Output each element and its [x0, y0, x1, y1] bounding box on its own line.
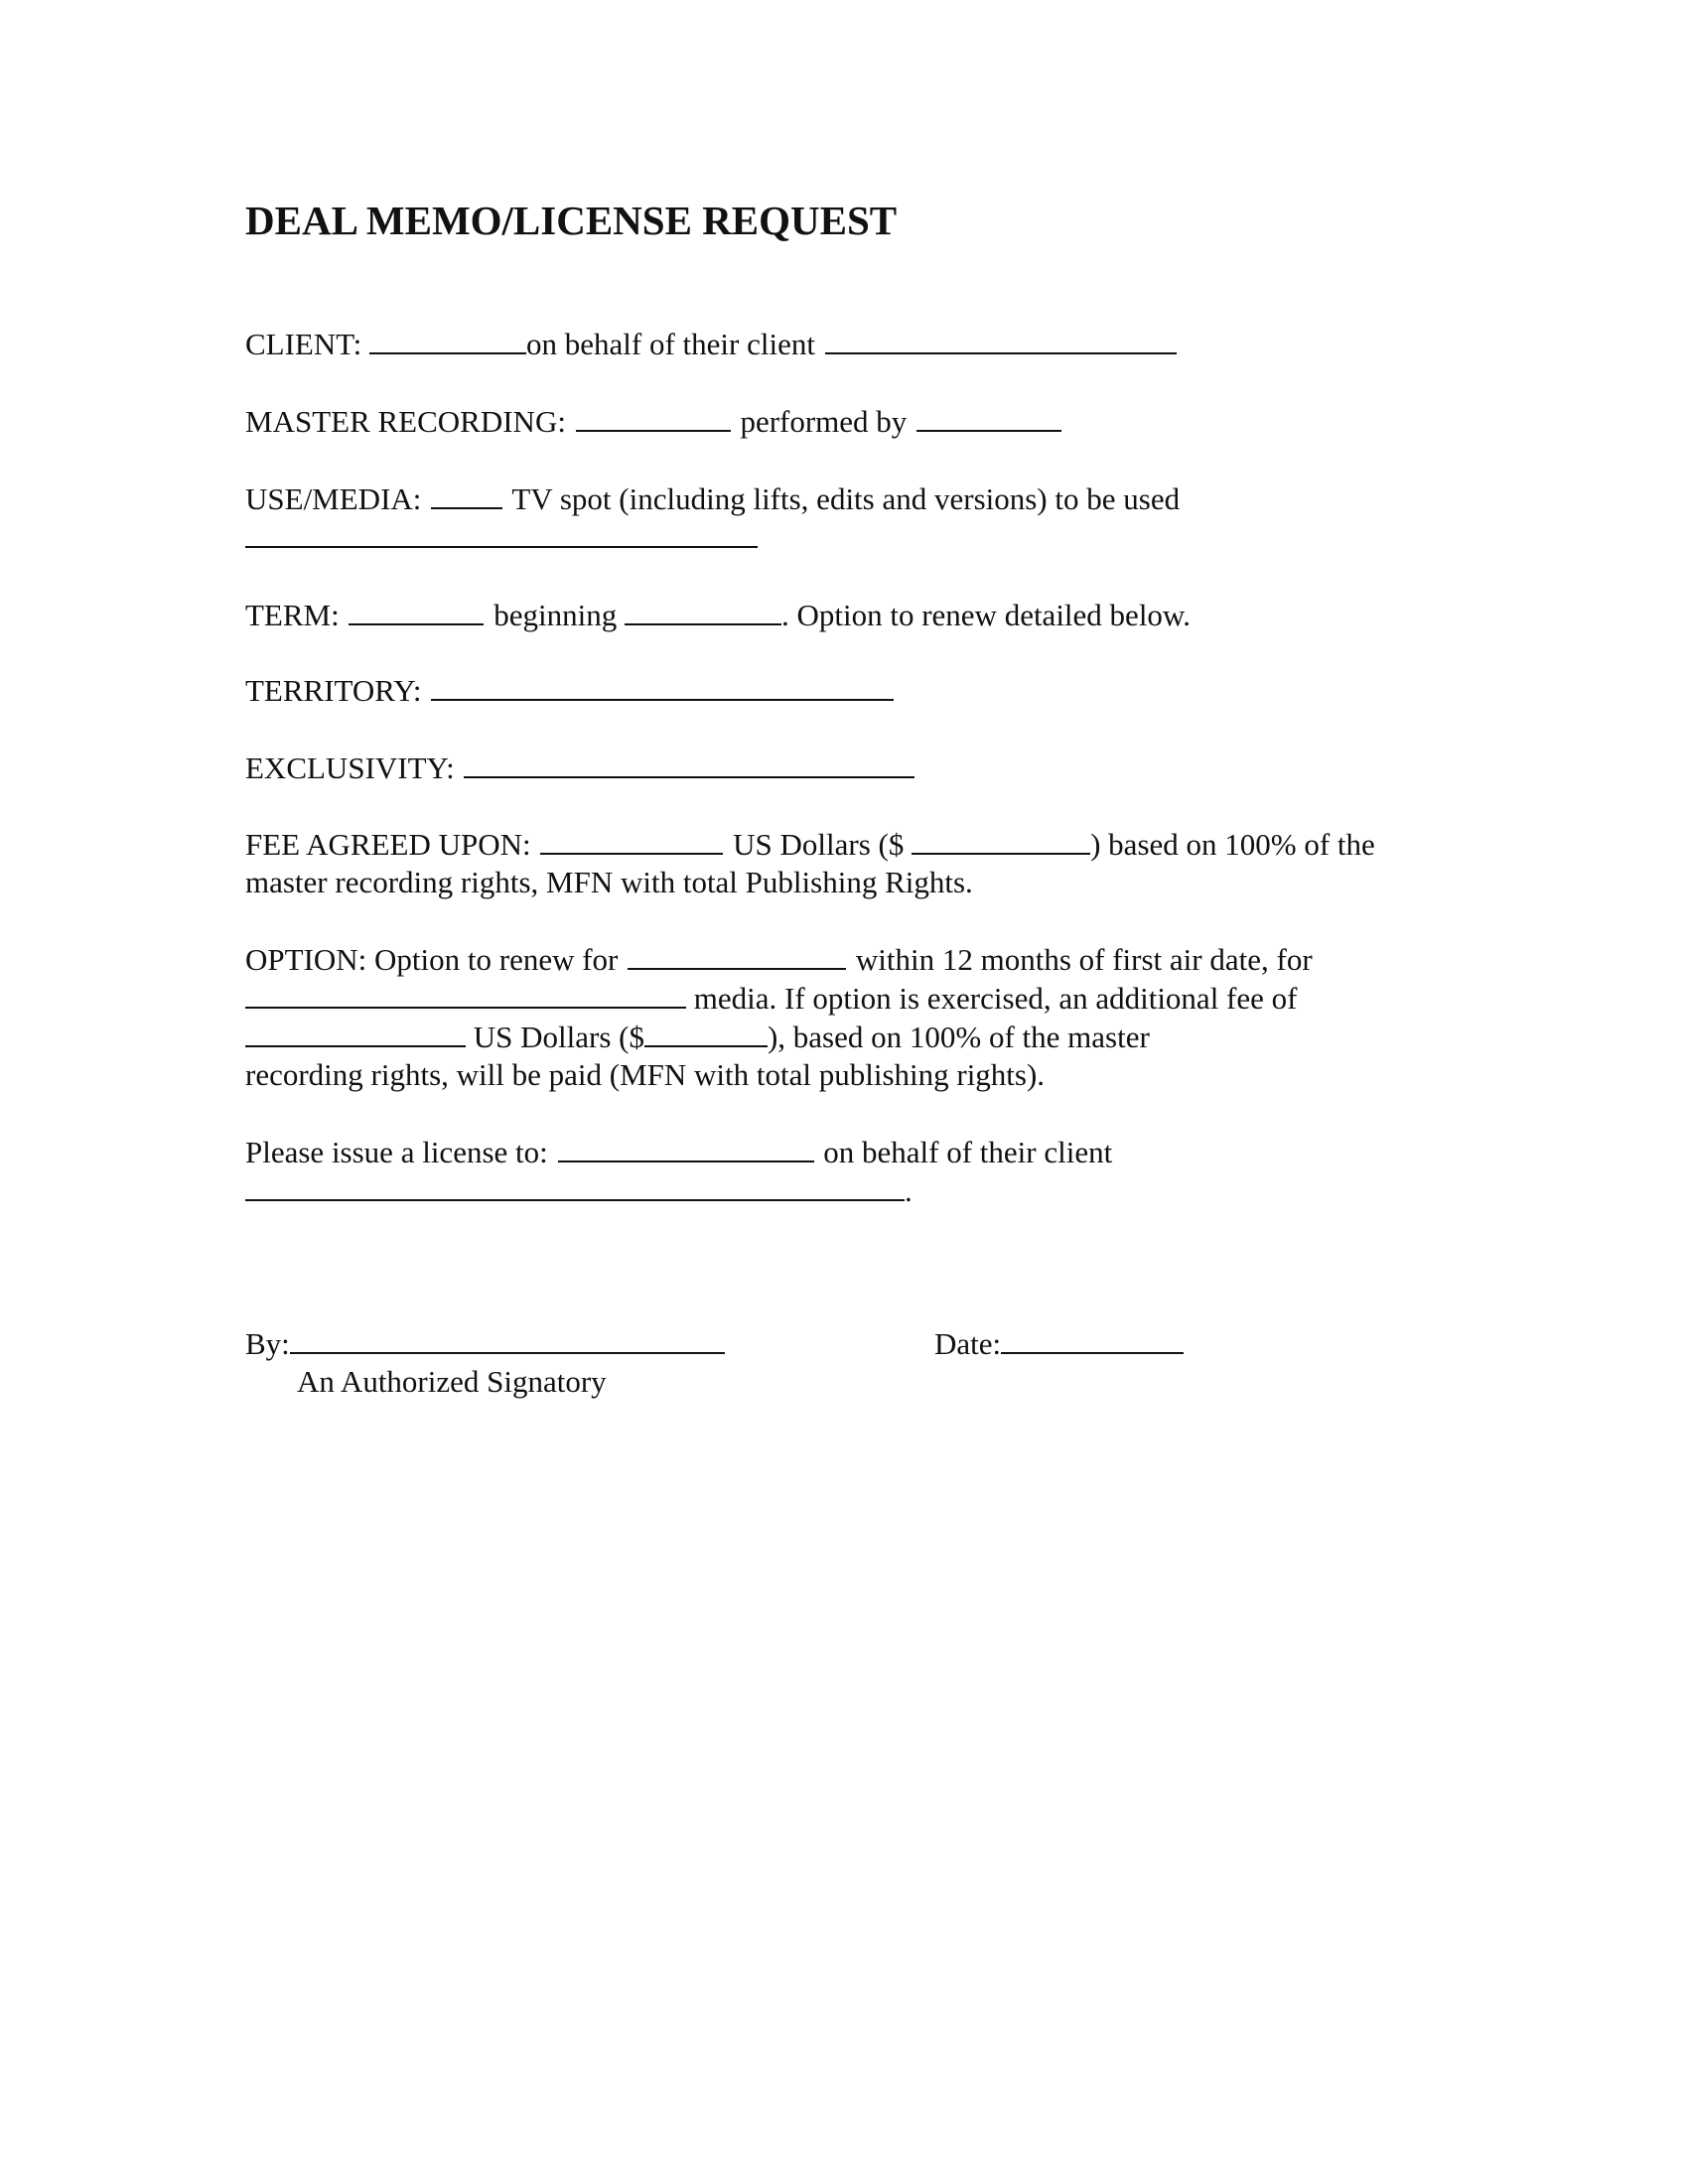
client-agency-field[interactable] — [369, 327, 526, 354]
license-label: Please issue a license to: — [245, 1135, 548, 1169]
fee-row — [245, 825, 1375, 864]
option-line4-text: recording rights, will be paid (MFN with total publishing rights). — [245, 1057, 1046, 1092]
date-row — [934, 1324, 1184, 1363]
territory-label: TERRITORY: — [245, 673, 422, 708]
license-client-field[interactable] — [245, 1173, 905, 1201]
fee-us-dollars-text: US Dollars ($ — [733, 827, 905, 862]
master-recording-label: MASTER RECORDING: — [245, 404, 566, 439]
page-title: DEAL MEMO/LICENSE REQUEST — [245, 198, 898, 243]
fee-words-field[interactable] — [540, 827, 723, 855]
performed-by-text: performed by — [740, 404, 908, 439]
client-mid-text: on behalf of their client — [526, 327, 815, 361]
option-line3-end: ), based on 100% of the master — [767, 1020, 1150, 1054]
fee-label: FEE AGREED UPON: — [245, 827, 531, 862]
exclusivity-label: EXCLUSIVITY: — [245, 751, 455, 785]
use-media-label: USE/MEDIA: — [245, 481, 422, 516]
fee-amount-field[interactable] — [912, 827, 1090, 855]
signature-field[interactable] — [290, 1326, 725, 1354]
date-label: Date: — [934, 1326, 1002, 1361]
option-fee-amount-field[interactable] — [644, 1020, 768, 1047]
option-period-field[interactable] — [628, 942, 846, 970]
option-us-dollars-text: US Dollars ($ — [473, 1020, 644, 1054]
territory-field[interactable] — [431, 673, 894, 701]
option-line2-text: media. If option is exercised, an additional fee of — [693, 981, 1298, 1016]
option-row-3 — [245, 1018, 1150, 1056]
license-mid-text: on behalf of their client — [823, 1135, 1113, 1169]
fee-line2-text: master recording rights, MFN with total Publishing Rights. — [245, 865, 973, 899]
territory-row — [245, 671, 896, 710]
option-row-2 — [245, 979, 1297, 1018]
use-media-row-2 — [245, 518, 758, 557]
licensee-field[interactable] — [558, 1135, 814, 1162]
exclusivity-row — [245, 749, 916, 787]
date-field[interactable] — [1001, 1326, 1184, 1354]
option-fee-words-field[interactable] — [245, 1020, 466, 1047]
client-label: CLIENT: — [245, 327, 362, 361]
term-field[interactable] — [349, 598, 484, 625]
fee-after-text: ) based on 100% of the — [1090, 827, 1375, 862]
by-label: By: — [245, 1326, 290, 1361]
master-recording-row — [245, 402, 1063, 441]
term-row — [245, 596, 1191, 634]
use-media-quantity-field[interactable] — [431, 481, 502, 509]
performer-field[interactable] — [916, 404, 1061, 432]
license-row — [245, 1133, 1112, 1171]
term-label: TERM: — [245, 598, 340, 632]
use-media-usage-field[interactable] — [245, 520, 758, 548]
term-start-field[interactable] — [625, 598, 781, 625]
option-label: OPTION: Option to renew for — [245, 942, 619, 977]
client-row — [245, 325, 1179, 363]
fee-row-2 — [245, 863, 973, 901]
use-media-text: TV spot (including lifts, edits and versions) to be used — [511, 481, 1181, 516]
signatory-caption: An Authorized Signatory — [297, 1364, 607, 1399]
option-row-4 — [245, 1055, 1045, 1094]
license-end-text: . — [905, 1173, 913, 1208]
option-row-1 — [245, 940, 1313, 979]
signature-row — [245, 1324, 725, 1363]
term-end-text: . Option to renew detailed below. — [780, 598, 1192, 632]
client-name-field[interactable] — [825, 327, 1177, 354]
master-recording-field[interactable] — [576, 404, 731, 432]
exclusivity-field[interactable] — [464, 751, 914, 778]
term-beginning-text: beginning — [493, 598, 618, 632]
use-media-row — [245, 479, 1180, 518]
option-media-field[interactable] — [245, 981, 686, 1009]
signatory-caption-row — [297, 1362, 607, 1401]
license-row-2 — [245, 1171, 913, 1210]
option-line1-end: within 12 months of first air date, for — [855, 942, 1313, 977]
